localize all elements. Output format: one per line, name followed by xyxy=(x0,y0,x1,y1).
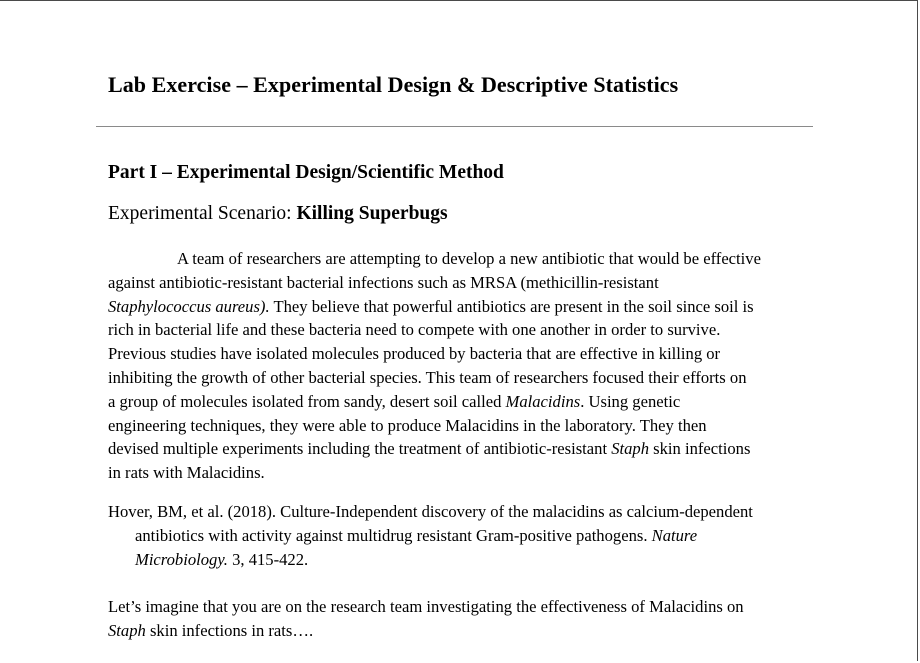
scenario-name: Killing Superbugs xyxy=(296,203,448,224)
species-name: Staphylococcus aureus). xyxy=(108,296,270,316)
species-name: Staph xyxy=(108,620,146,640)
citation-line: Hover, BM, et al. (2018). Culture-Independent discovery of the malacidins as calcium-dependent xyxy=(108,502,753,521)
paragraph-line: in rats with Malacidins. xyxy=(108,463,265,483)
reference-citation xyxy=(108,500,820,571)
citation-text: 3, 415-422. xyxy=(227,549,309,569)
paragraph-line: Previous studies have isolated molecules produced by bacteria that are effective in killing or xyxy=(108,344,721,364)
closing-line xyxy=(108,619,820,643)
journal-name: Nature xyxy=(651,525,698,545)
paragraph-line: engineering techniques, they were able to produce Malacidins in the laboratory. They then xyxy=(108,415,707,435)
scenario-label: Experimental Scenario: xyxy=(108,203,297,224)
paragraph-text: a group of molecules isolated from sandy, desert soil called xyxy=(108,391,506,411)
closing-text: skin infections in rats…. xyxy=(145,620,314,640)
closing-paragraph xyxy=(108,595,820,643)
paragraph-text: They believe that powerful antibiotics are present in the soil since soil is xyxy=(269,296,754,316)
journal-name: Microbiology. xyxy=(135,549,228,569)
species-name: Staph xyxy=(611,439,650,459)
paragraph-line xyxy=(108,437,820,461)
document-title: Lab Exercise – Experimental Design & Descriptive Statistics xyxy=(108,72,679,97)
scenario-heading xyxy=(108,203,448,225)
scenario-paragraph xyxy=(108,247,820,485)
paragraph-line: rich in bacterial life and these bacteria need to compete with one another in order to survive. xyxy=(108,320,721,340)
citation-line xyxy=(108,524,820,548)
paragraph-line: A team of researchers are attempting to develop a new antibiotic that would be effective xyxy=(177,249,761,268)
paragraph-text: devised multiple experiments including the treatment of antibiotic-resistant xyxy=(108,439,612,459)
citation-text: antibiotics with activity against multidrug resistant Gram-positive pathogens. xyxy=(135,525,652,545)
molecule-name: Malacidins xyxy=(505,391,581,411)
paragraph-text: . Using genetic xyxy=(580,391,681,411)
paragraph-line: against antibiotic-resistant bacterial infections such as MRSA (methicillin-resistant xyxy=(108,272,659,292)
paragraph-line xyxy=(108,390,820,414)
paragraph-line xyxy=(108,295,820,319)
paragraph-line: inhibiting the growth of other bacterial species. This team of researchers focused their efforts on xyxy=(108,367,747,387)
citation-line xyxy=(108,548,820,572)
title-divider xyxy=(96,126,813,127)
part-heading: Part I – Experimental Design/Scientific Method xyxy=(108,162,504,183)
paragraph-text: skin infections xyxy=(649,439,751,459)
closing-line: Let’s imagine that you are on the research team investigating the effectiveness of Malacidins on xyxy=(108,597,744,616)
